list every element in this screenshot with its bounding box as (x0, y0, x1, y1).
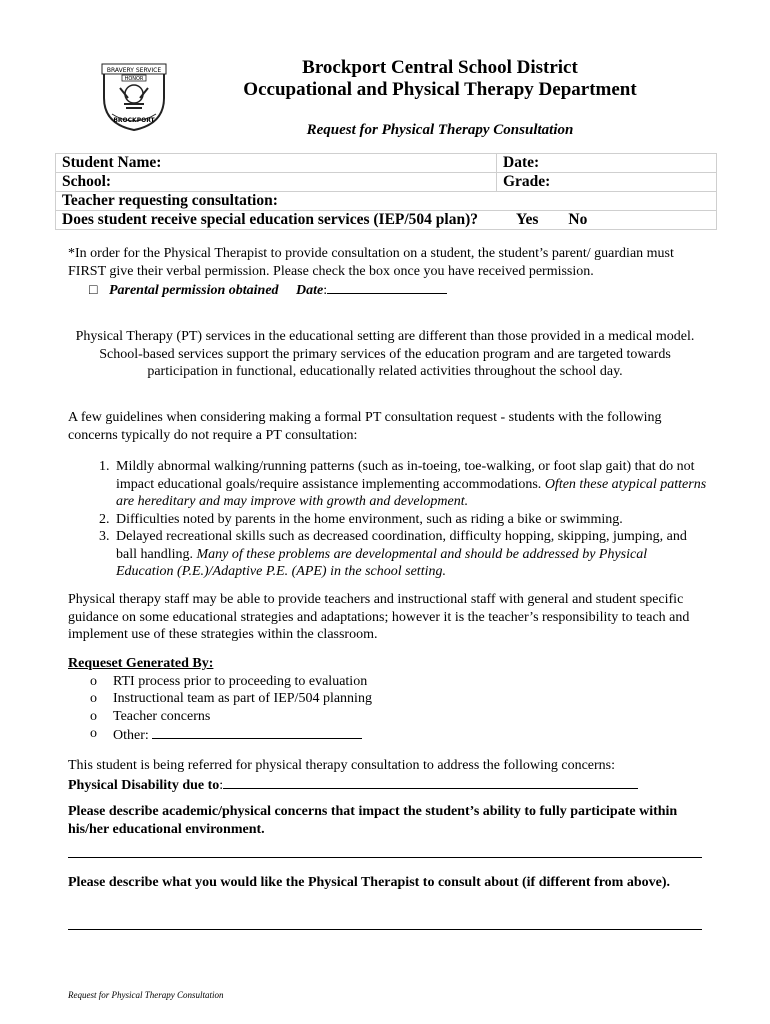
guideline-text: Delayed recreational skills such as decreased coordination, difficulty hopping, skipping, jumping, and ball handling. (116, 529, 687, 562)
other-input[interactable] (152, 725, 362, 739)
intro-paragraph: Physical Therapy (PT) services in the educational setting are different than those provided in a medical model. School-based services support the primary services of the education program and are targeted towards participation in functional, educationally related activities throughout the school day. (75, 329, 695, 379)
referral-text: This student is being referred for physical therapy consultation to address the following concerns: (68, 758, 616, 773)
concerns-answer-line[interactable] (68, 857, 702, 858)
request-option-teacher[interactable] (68, 708, 708, 726)
svg-text:BRAVERY SERVICE: BRAVERY SERVICE (106, 67, 162, 74)
request-options (68, 673, 708, 745)
disability-label: Physical Disability due to (68, 777, 220, 793)
question-concerns: Please describe academic/physical concerns that impact the student’s ability to fully participate within his/her educational environment. (68, 804, 678, 837)
table-row (56, 173, 717, 192)
permission-label: Parental permission obtained (108, 283, 279, 298)
consult-answer-line[interactable] (68, 929, 702, 930)
question-consult: Please describe what you would like the Physical Therapist to consult about (if different from above). (68, 875, 670, 890)
teacher-field[interactable]: Teacher requesting consultation: (56, 192, 717, 211)
table-row (56, 211, 717, 230)
department-title: Occupational and Physical Therapy Department (243, 79, 637, 100)
permission-section (68, 245, 708, 300)
yes-option[interactable]: Yes (516, 211, 539, 228)
guidelines-list-container (68, 458, 708, 581)
form-title: Request for Physical Therapy Consultation (306, 122, 574, 138)
disability-colon: : (219, 777, 224, 793)
no-option[interactable]: No (568, 211, 588, 228)
staff-note: Physical therapy staff may be able to provide teachers and instructional staff with general and student specific guidance on some educational strategies and adaptations; however it is the teacher’s responsibility to teach and implement use of these strategies within the classroom. (68, 592, 690, 642)
guideline-text: Mildly abnormal walking/running patterns (such as in-toeing, toe-walking, or foot slap gait) that do not impact educational goals/require assistance implementing accommodations. (116, 459, 695, 492)
special-ed-question (56, 211, 717, 230)
guideline-note: Many of these problems are developmental and should be addressed by Physical Education (P.E.)/Adaptive P.E. (APE) in the school setting. (116, 546, 648, 579)
list-item (113, 511, 708, 529)
permission-colon: : (323, 283, 328, 298)
option-label: Other: (113, 728, 153, 743)
request-heading: Requeset Generated By: (68, 656, 214, 671)
permission-date-label: Date (296, 283, 324, 298)
grade-field[interactable]: Grade: (497, 173, 717, 192)
request-option-iep[interactable] (68, 690, 708, 708)
guideline-note: Often these atypical patterns are hereditary and may improve with growth and development. (116, 476, 707, 509)
table-row (56, 192, 717, 211)
special-ed-label: Does student receive special education services (IEP/504 plan)? (62, 211, 479, 228)
request-section (68, 655, 708, 745)
guideline-text: Difficulties noted by parents in the home environment, such as riding a bike or swimming. (116, 511, 623, 527)
permission-checkbox[interactable]: □ (89, 283, 98, 298)
svg-text:HONOR: HONOR (124, 76, 144, 82)
option-label: Instructional team as part of IEP/504 planning (113, 691, 372, 706)
date-field[interactable]: Date: (497, 154, 717, 173)
student-info-table (55, 153, 717, 230)
school-field[interactable]: School: (56, 173, 497, 192)
option-label: Teacher concerns (113, 708, 211, 724)
request-option-other[interactable] (68, 725, 708, 745)
permission-text: *In order for the Physical Therapist to provide consultation on a student, the student’s parent/ guardian must FIRST give their verbal permission. Please check the box once you have received permission. (68, 246, 674, 279)
option-label: RTI process prior to proceeding to evaluation (113, 673, 368, 689)
guidelines-list (68, 458, 708, 581)
referral-section (68, 757, 708, 794)
list-item (113, 458, 708, 511)
svg-text:BROCKPORT: BROCKPORT (113, 117, 155, 124)
disability-input[interactable] (223, 775, 638, 789)
page-footer: Request for Physical Therapy Consultation (68, 990, 224, 1000)
guidelines-lead: A few guidelines when considering making a formal PT consultation request - students with the following concerns typically do not require a PT consultation: (68, 410, 662, 443)
permission-date-input[interactable] (327, 280, 447, 294)
list-item (113, 528, 708, 581)
request-option-rti[interactable] (68, 673, 708, 691)
table-row (56, 154, 717, 173)
student-name-field[interactable]: Student Name: (56, 154, 497, 173)
district-title: Brockport Central School District (302, 57, 578, 78)
permission-line (68, 280, 708, 300)
